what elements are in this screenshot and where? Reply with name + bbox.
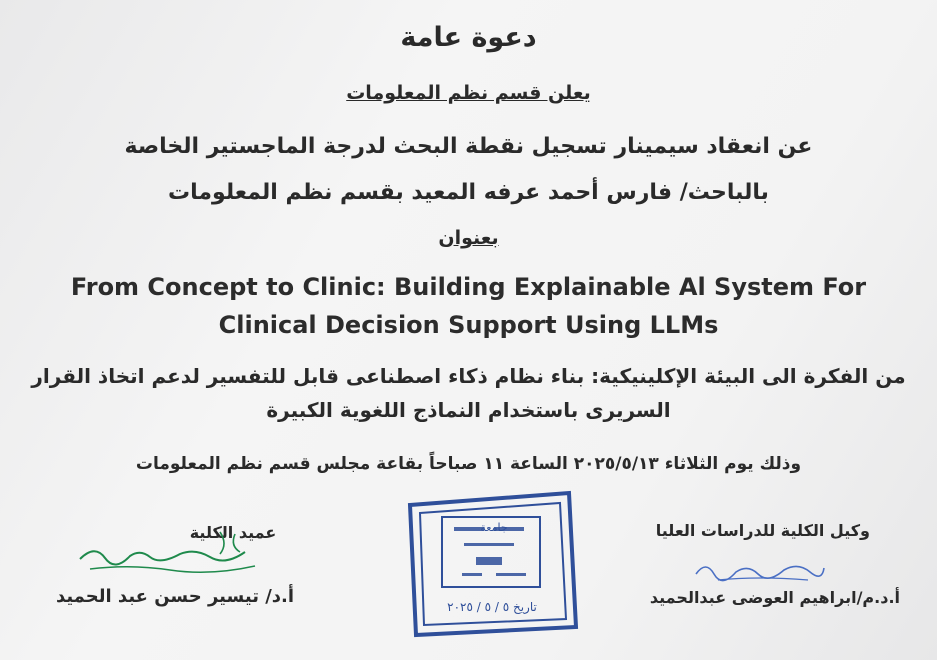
vice-dean-role: وكيل الكلية للدراسات العليا (655, 521, 870, 540)
announcer-line: يعلن قسم نظم المعلومات (346, 82, 591, 104)
english-title-line-2: Clinical Decision Support Using LLMs (218, 311, 719, 339)
seminar-line: عن انعقاد سيمينار تسجيل نقطة البحث لدرجة الماجستير الخاصة (124, 134, 813, 159)
researcher-line: بالباحث/ فارس أحمد عرفه المعيد بقسم نظم المعلومات (168, 180, 769, 205)
title-label: بعنوان (438, 227, 499, 249)
dean-signature (70, 524, 270, 584)
dean-role: عميد الكلية (189, 523, 277, 542)
dean-name: أ.د/ تيسير حسن عبد الحميد (55, 586, 295, 607)
arabic-title-line-1: من الفكرة الى البيئة الإكلينيكية: بناء نظام ذكاء اصطناعى قابل للتفسير لدعم اتخاذ القرار (31, 364, 906, 388)
vice-dean-name: أ.د.م/ابراهيم العوضى عبدالحميد (649, 588, 900, 607)
english-title-line-1: From Concept to Clinic: Building Explainable Al System For (70, 273, 867, 301)
arabic-title-line-2: السريرى باستخدام النماذج اللغوية الكبيرة (266, 398, 671, 422)
official-stamp (404, 487, 580, 639)
stamp-date: تاريخ ٥ / ٥ / ٢٠٢٥ (447, 600, 537, 614)
document-title: دعوة عامة (400, 22, 537, 53)
vice-dean-signature (688, 552, 828, 586)
stamp-text: جامعة (480, 521, 508, 534)
schedule-line: وذلك يوم الثلاثاء ٢٠٢٥/٥/١٣ الساعة ١١ صباحاً بقاعة مجلس قسم نظم المعلومات (135, 454, 802, 474)
